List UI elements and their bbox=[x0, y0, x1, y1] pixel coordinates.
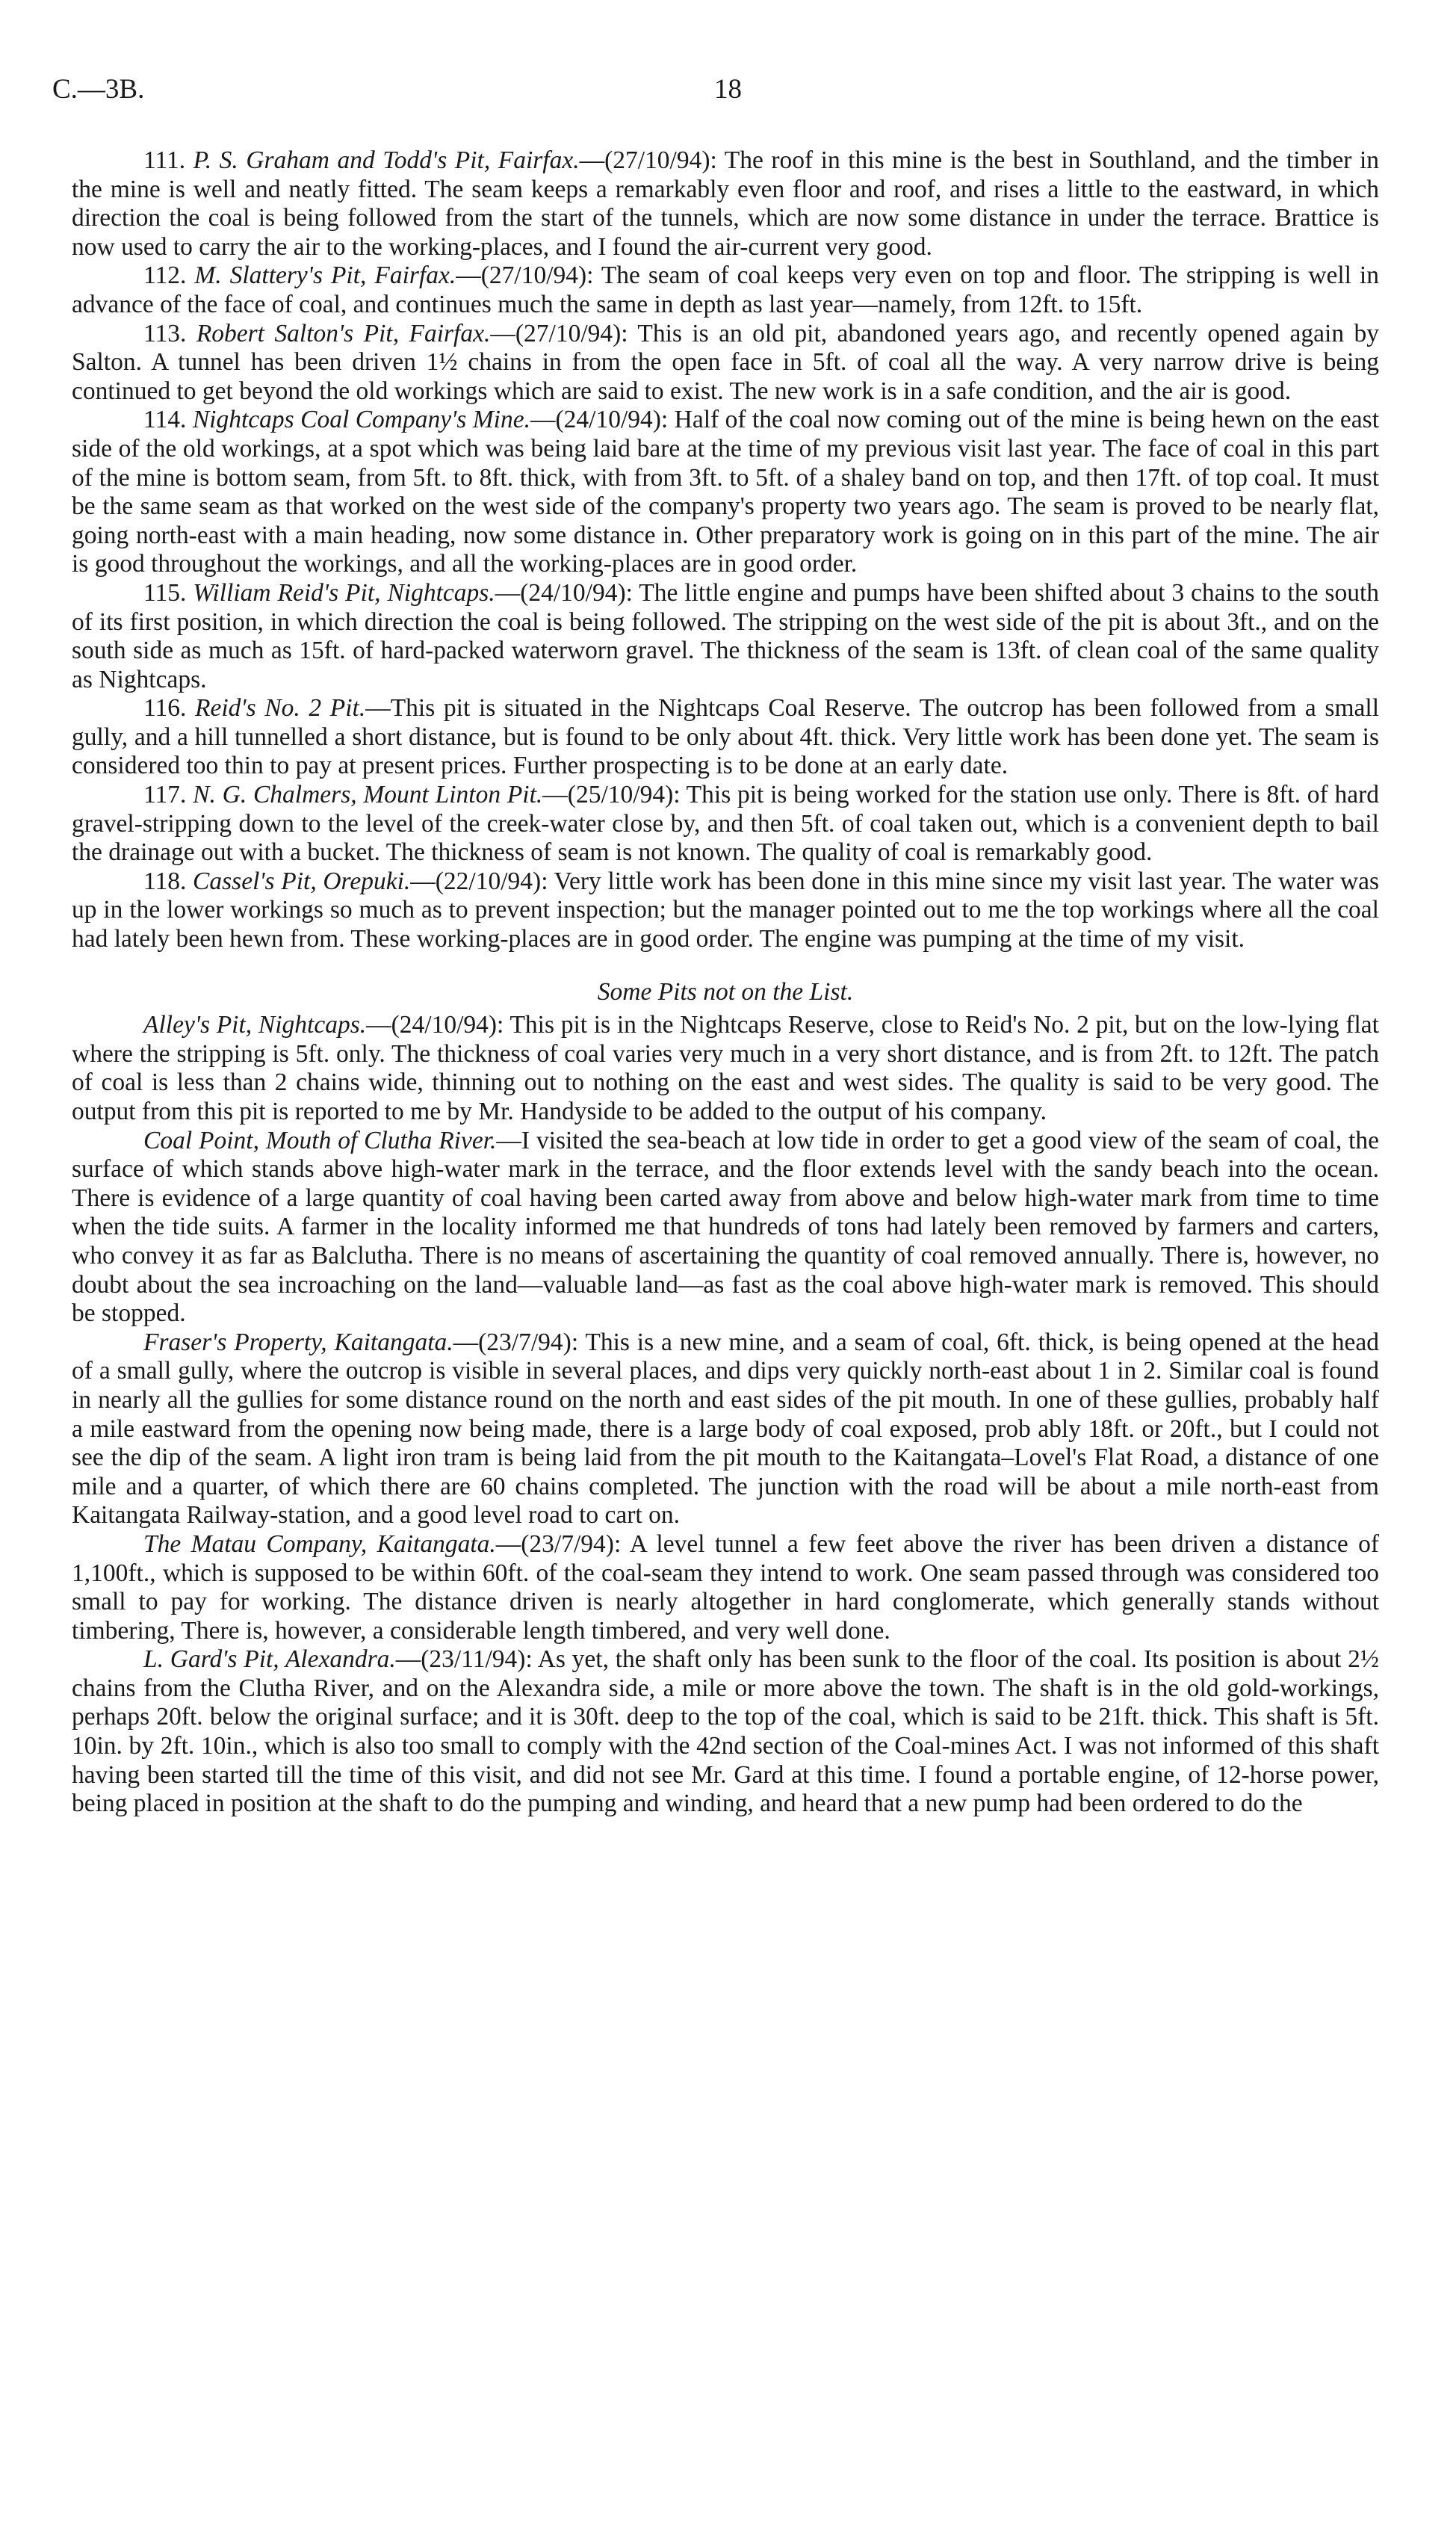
paragraph-114: 114. Nightcaps Coal Company's Mine.—(24/10/94): Half of the coal now coming out of the mine is being hewn on the east side of the old workings, at a spot which was being laid bare at the time of my previous visit last year. The face of coal in this part of the mine is bottom seam, from 5ft. to 8ft. thick, with from 3ft. to 5ft. of a shaley band on top, and then 17ft. of top coal. It must be the same seam as that worked on the west side of the company's property two years ago. The seam is proved to be nearly flat, going north-east with a main heading, now some distance in. Other preparatory work is going on in this part of the mine. The air is good throughout the workings, and all the working-places are in good order. bbox=[72, 406, 1379, 578]
page-header bbox=[52, 73, 1404, 118]
paragraph-title: The Matau Company, Kaitangata. bbox=[143, 1530, 496, 1558]
paragraph-title: William Reid's Pit, Nightcaps. bbox=[193, 578, 495, 607]
paragraph-title: Alley's Pit, Nightcaps. bbox=[143, 1011, 367, 1039]
paragraph-title: L. Gard's Pit, Alexandra. bbox=[143, 1645, 396, 1674]
paragraph-113: 113. Robert Salton's Pit, Fairfax.—(27/10/94): This is an old pit, abandoned years ago, and recently opened again by Salton. A tunnel has been driven 1½ chains in from the open face in 5ft. of coal all the way. A very narrow drive is being continued to get beyond the old workings which are said to exist. The new work is in a safe condition, and the air is good. bbox=[72, 319, 1379, 405]
paragraph-118: 118. Cassel's Pit, Orepuki.—(22/10/94): Very little work has been done in this mine since my visit last year. The water was up in the lower workings so much as to prevent inspection; but the manager pointed out to me the top workings where all the coal had lately been hewn from. These working-places are in good order. The engine was pumping at the time of my visit. bbox=[72, 867, 1379, 953]
paragraph-title: Reid's No. 2 Pit. bbox=[195, 694, 366, 723]
section-heading: Some Pits not on the List. bbox=[597, 977, 854, 1006]
paragraph-title: Robert Salton's Pit, Fairfax. bbox=[196, 319, 491, 347]
paragraph-title: Nightcaps Coal Company's Mine. bbox=[192, 406, 530, 434]
paragraph-115: 115. William Reid's Pit, Nightcaps.—(24/10/94): The little engine and pumps have been shifted about 3 chains to the south of its first position, in which direction the coal is being followed. The stripping on the west side of the pit is about 3ft., and on the south side as much as 15ft. of hard-packed waterworn gravel. The thickness of the seam is 13ft. of clean coal of the same quality as Nightcaps. bbox=[72, 578, 1379, 693]
paragraph-frasers-property: Fraser's Property, Kaitangata.—(23/7/94): This is a new mine, and a seam of coal, 6ft. thick, is being opened at the head of a small gully, where the outcrop is visible in several places, and dips very quickly north-east about 1 in 2. Similar coal is found in nearly all the gullies for some distance round on the north and east sides of the pit mouth. In one of these gullies, probably half a mile eastward from the opening now being made, there is a large body of coal exposed, prob ably 18ft. or 20ft., but I could not see the dip of the seam. A light iron tram is being laid from the pit mouth to the Kaitangata–Lovel's Flat Road, a distance of one mile and a quarter, of which there are 60 chains completed. The junction with the road will be about a mile north-east from Kaitangata Railway-station, and a good level road to cart on. bbox=[72, 1328, 1379, 1530]
page-body bbox=[72, 146, 1379, 1819]
paragraph-title: Fraser's Property, Kaitangata. bbox=[143, 1328, 453, 1356]
paragraph-title: Coal Point, Mouth of Clutha River. bbox=[143, 1126, 497, 1154]
paragraph-matau-company: The Matau Company, Kaitangata.—(23/7/94): A level tunnel a few feet above the river has been driven a distance of 1,100ft., which is supposed to be within 60ft. of the coal-seam they intend to work. One seam passed through was considered too small to pay for working. The distance driven is nearly altogether in hard conglomerate, which generally stands without timbering, There is, however, a considerable length timbered, and very well done. bbox=[72, 1530, 1379, 1645]
paragraph-title: Cassel's Pit, Orepuki. bbox=[193, 867, 411, 895]
paragraph-117: 117. N. G. Chalmers, Mount Linton Pit.—(25/10/94): This pit is being worked for the station use only. There is 8ft. of hard gravel-stripping down to the level of the creek-water close by, and then 5ft. of coal taken out, which is a convenient depth to bail the drainage out with a bucket. The thickness of seam is not known. The quality of coal is remarkably good. bbox=[72, 781, 1379, 867]
paragraph-112: 112. M. Slattery's Pit, Fairfax.—(27/10/94): The seam of coal keeps very even on top and floor. The stripping is well in advance of the face of coal, and continues much the same in depth as last year—namely, from 12ft. to 15ft. bbox=[72, 262, 1379, 318]
paragraph-111: 111. P. S. Graham and Todd's Pit, Fairfax.—(27/10/94): The roof in this mine is the best in Southland, and the timber in the mine is well and neatly fitted. The seam keeps a remarkably even floor and roof, and rises a little to the eastward, in which direction the coal is being followed from the start of the tunnels, which are now some distance in under the terrace. Brattice is now used to carry the air to the working-places, and I found the air-current very good. bbox=[72, 146, 1380, 261]
document-code: C.—3B. bbox=[52, 74, 145, 105]
paragraph-title: M. Slattery's Pit, Fairfax. bbox=[194, 262, 456, 290]
paragraph-alleys-pit: Alley's Pit, Nightcaps.—(24/10/94): This pit is in the Nightcaps Reserve, close to Reid's No. 2 pit, but on the low-lying flat where the stripping is 5ft. only. The thickness of coal varies very much in a very short distance, and is from 2ft. to 12ft. The patch of coal is less than 2 chains wide, thinning out to nothing on the east and west sides. The quality is said to be very good. The output from this pit is reported to me by Mr. Handyside to be added to the output of his company. bbox=[72, 1011, 1379, 1125]
paragraph-116: 116. Reid's No. 2 Pit.—This pit is situated in the Nightcaps Coal Reserve. The outcrop has been followed from a small gully, and a hill tunnelled a short distance, but is found to be only about 4ft. thick. Very little work has been done yet. The seam is considered too thin to pay at present prices. Further prospecting is to be done at an early date. bbox=[72, 694, 1380, 780]
paragraph-title: P. S. Graham and Todd's Pit, Fairfax. bbox=[193, 146, 580, 174]
paragraph-coal-point: Coal Point, Mouth of Clutha River.—I visited the sea-beach at low tide in order to get a good view of the seam of coal, the surface of which stands above high-water mark in the terrace, and the floor extends level with the sandy beach into the ocean. There is evidence of a large quantity of coal having been carted away from above and below high-water mark from time to time when the tide suits. A farmer in the locality informed me that hundreds of tons had lately been removed by farmers and carters, who convey it as far as Balclutha. There is no means of ascertaining the quantity of coal removed annually. There is, however, no doubt about the sea incroaching on the land—valuable land—as fast as the coal above high-water mark is removed. This should be stopped. bbox=[72, 1126, 1380, 1328]
paragraph-title: N. G. Chalmers, Mount Linton Pit. bbox=[193, 781, 543, 809]
paragraph-gards-pit: L. Gard's Pit, Alexandra.—(23/11/94): As yet, the shaft only has been sunk to the floor of the coal. Its position is about 2½ chains from the Clutha River, and on the Alexandra side, a mile or more above the town. The shaft is in the old gold-workings, perhaps 20ft. below the original surface; and it is 30ft. deep to the top of the coal, which is said to be 21ft. thick. This shaft is 5ft. 10in. by 2ft. 10in., which is also too small to comply with the 42nd section of the Coal-mines Act. I was not informed of this shaft having been started till the time of this visit, and did not see Mr. Gard at this time. I found a portable engine, of 12-horse power, being placed in position at the shaft to do the pumping and winding, and heard that a new pump had been ordered to do the bbox=[72, 1645, 1379, 1818]
page-number: 18 bbox=[714, 74, 742, 105]
